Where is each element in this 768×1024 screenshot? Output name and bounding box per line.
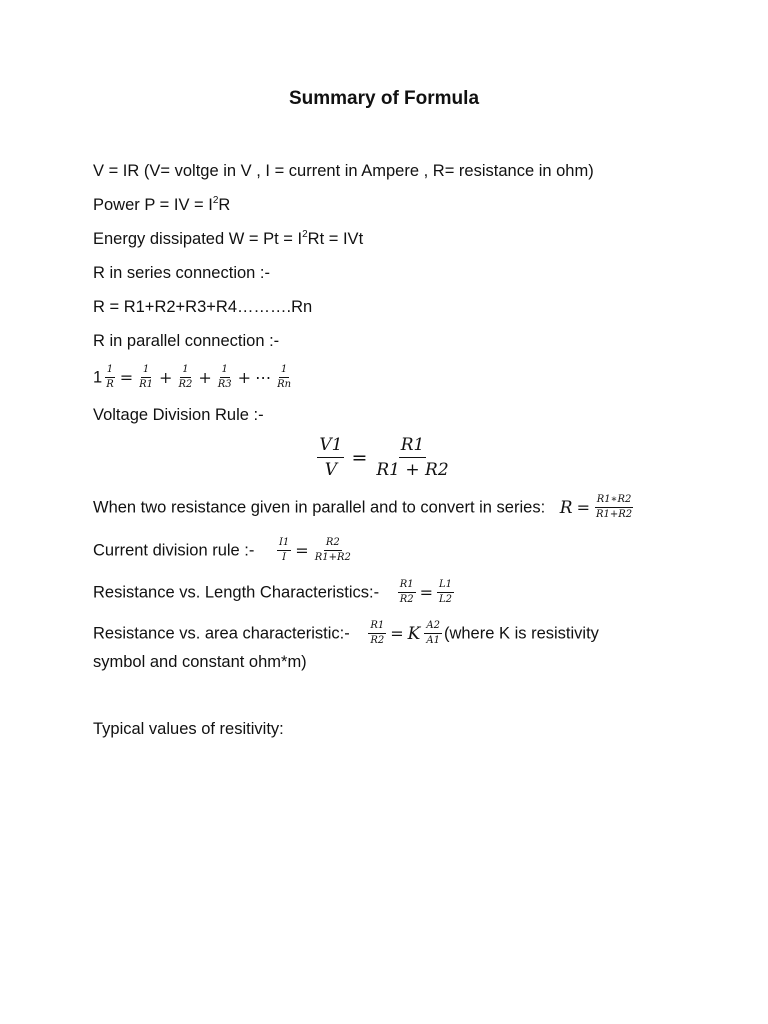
current-line [93, 533, 355, 568]
parallel-heading: R in parallel connection :- [93, 332, 280, 350]
fraction-1-over-r3: $\frac{1}{R3}$ [217, 364, 232, 391]
energy-line [93, 228, 363, 250]
fraction-1-over-r1: $\frac{1}{R1}$ [139, 364, 154, 391]
equals-sign: = [576, 497, 590, 517]
series-heading: R in series connection :- [93, 264, 270, 282]
fraction-a2-over-a1: $\frac{A2}{A1}$ [426, 620, 440, 647]
current-text: Current division rule :- [93, 541, 255, 560]
fraction-1-over-r2: $\frac{1}{R2}$ [178, 364, 193, 391]
equals-sign: = [295, 540, 309, 560]
fraction-product-over-sum: $\frac{R1∗R2}{R1+R2}$ [595, 494, 633, 521]
r-symbol: R [559, 497, 573, 518]
voltage-heading: Voltage Division Rule :- [93, 406, 264, 424]
fraction-r1-over-sum: $\frac{R1}{R1 + R2}$ [376, 435, 449, 480]
plus-sign: + [159, 367, 173, 387]
series-formula: R = R1+R2+R3+R4……….Rn [93, 298, 313, 316]
length-line [93, 575, 456, 610]
energy-exponent: 2 [302, 229, 308, 240]
fraction-1-over-rn: $\frac{1}{Rn}$ [277, 364, 292, 391]
plus-sign: + [198, 367, 212, 387]
voltage-formula [0, 434, 768, 481]
fraction-l1-over-l2: $\frac{L1}{L2}$ [439, 579, 453, 606]
plus-sign: + [237, 367, 252, 387]
k-symbol: K [407, 623, 421, 644]
typical-values-heading: Typical values of resitivity: [93, 720, 284, 738]
area-line [93, 616, 599, 651]
fraction-r2-over-sum: $\frac{R2}{R1+R2}$ [314, 537, 351, 564]
equals-sign: = [119, 367, 134, 387]
area-text: Resistance vs. area characteristic:- [93, 624, 350, 643]
energy-text: Energy dissipated W = Pt = I [93, 230, 303, 248]
ellipsis: ⋯ [255, 367, 272, 387]
power-text: Power P = IV = I [93, 196, 213, 214]
equals-sign: = [390, 623, 404, 643]
fraction-v1-over-v: $\frac{V1}{V}$ [319, 435, 343, 480]
area-note-continuation: symbol and constant ohm*m) [93, 653, 307, 671]
fraction-1-over-r: $\frac{1}{R}$ [106, 364, 114, 391]
power-line [93, 194, 230, 216]
equals-sign: = [351, 446, 368, 469]
parallel-formula [93, 362, 295, 393]
page-title: Summary of Formula [288, 88, 480, 109]
power-text-end: R [218, 196, 231, 214]
convert-text: When two resistance given in parallel and to convert in series: [93, 498, 546, 517]
power-exponent: 2 [212, 195, 219, 206]
equals-sign: = [419, 582, 434, 602]
energy-text-end: Rt = IVt [307, 230, 364, 248]
area-note: (where K is resistivity [443, 624, 599, 643]
fraction-i1-over-i: $\frac{I1}{I}$ [278, 537, 290, 564]
length-text: Resistance vs. Length Characteristics:- [93, 583, 380, 602]
fraction-r1-over-r2: $\frac{R1}{R2}$ [399, 579, 414, 606]
fraction-r1-over-r2: $\frac{R1}{R2}$ [370, 620, 385, 647]
convert-line [93, 490, 636, 525]
parallel-lead: 1 [93, 368, 103, 387]
ohms-law-line: V = IR (V= voltge in V , I = current in Ampere , R= resistance in ohm) [93, 162, 594, 180]
